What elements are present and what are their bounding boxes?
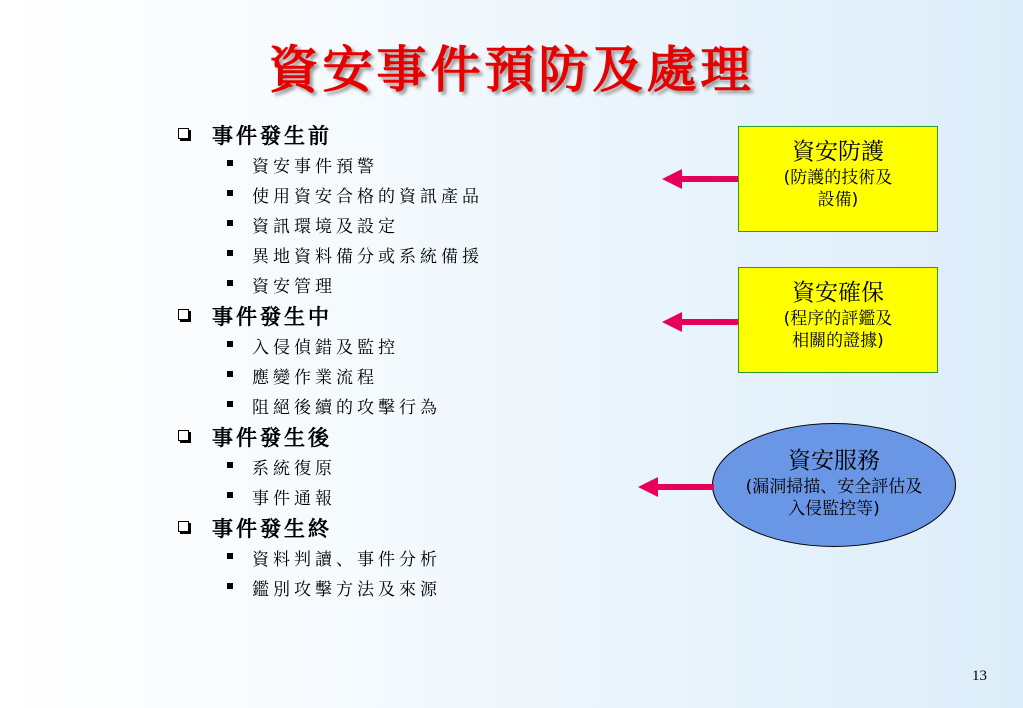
item-label: 事件通報 bbox=[252, 489, 336, 509]
section-label: 事件發生終 bbox=[212, 516, 332, 541]
callout-subtitle-line1: (防護的技術及 bbox=[783, 168, 893, 188]
hollow-square-bullet-icon bbox=[178, 128, 189, 139]
callout-assurance bbox=[738, 267, 938, 373]
left-arrow-icon bbox=[660, 166, 740, 192]
callout-title: 資安確保 bbox=[792, 280, 884, 306]
callout-service bbox=[712, 423, 956, 547]
left-arrow-icon bbox=[636, 474, 716, 500]
callout-title: 資安防護 bbox=[792, 139, 884, 165]
callout-subtitle-line1: (漏洞掃描、安全評估及 bbox=[745, 477, 923, 497]
page-number: 13 bbox=[972, 668, 987, 684]
item-label: 鑑別攻擊方法及來源 bbox=[252, 580, 441, 600]
item-label: 資訊環境及設定 bbox=[252, 217, 399, 237]
square-bullet-icon bbox=[227, 583, 233, 589]
callout-subtitle-line1: (程序的評鑑及 bbox=[783, 309, 893, 329]
section-label: 事件發生前 bbox=[212, 123, 332, 148]
square-bullet-icon bbox=[227, 160, 233, 166]
square-bullet-icon bbox=[227, 220, 233, 226]
section-label: 事件發生中 bbox=[212, 304, 332, 329]
square-bullet-icon bbox=[227, 371, 233, 377]
item-label: 應變作業流程 bbox=[252, 368, 378, 388]
left-arrow-icon bbox=[660, 309, 740, 335]
callout-subtitle-line2: 相關的證據) bbox=[792, 331, 884, 351]
square-bullet-icon bbox=[227, 250, 233, 256]
square-bullet-icon bbox=[227, 553, 233, 559]
item-label: 阻絕後續的攻擊行為 bbox=[252, 398, 441, 418]
square-bullet-icon bbox=[227, 401, 233, 407]
slide-title: 資安事件預防及處理 bbox=[268, 40, 755, 99]
hollow-square-bullet-icon bbox=[178, 430, 189, 441]
hollow-square-bullet-icon bbox=[178, 521, 189, 532]
square-bullet-icon bbox=[227, 190, 233, 196]
item-label: 資料判讀、事件分析 bbox=[252, 550, 441, 570]
callout-subtitle-line2: 設備) bbox=[817, 190, 859, 210]
callout-subtitle-line2: 入侵監控等) bbox=[788, 499, 880, 519]
item-label: 資安事件預警 bbox=[252, 157, 378, 177]
square-bullet-icon bbox=[227, 492, 233, 498]
section-label: 事件發生後 bbox=[212, 425, 332, 450]
item-label: 入侵偵錯及監控 bbox=[252, 338, 399, 358]
callout-protection bbox=[738, 126, 938, 232]
square-bullet-icon bbox=[227, 341, 233, 347]
item-label: 系統復原 bbox=[252, 459, 336, 479]
callout-title: 資安服務 bbox=[788, 448, 880, 474]
hollow-square-bullet-icon bbox=[178, 309, 189, 320]
item-label: 資安管理 bbox=[252, 277, 336, 297]
item-label: 異地資料備分或系統備援 bbox=[252, 247, 483, 267]
square-bullet-icon bbox=[227, 462, 233, 468]
item-label: 使用資安合格的資訊產品 bbox=[252, 187, 483, 207]
square-bullet-icon bbox=[227, 280, 233, 286]
